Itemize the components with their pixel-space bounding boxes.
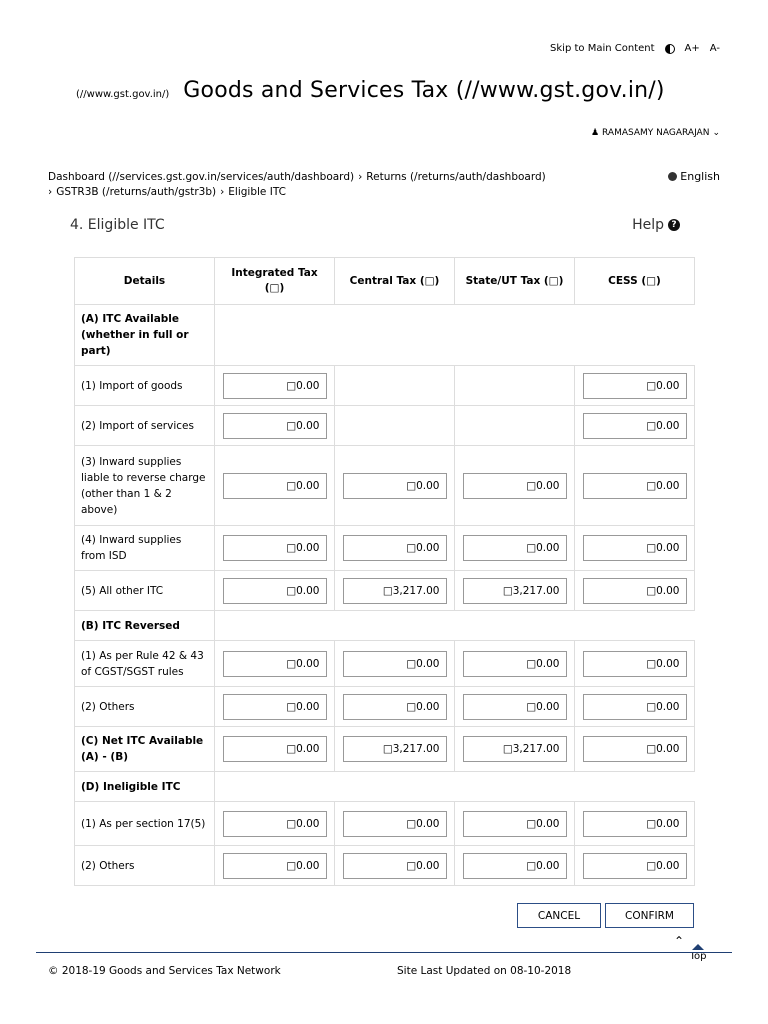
help-label: Help: [632, 217, 664, 233]
cell-state-tax: [455, 802, 575, 846]
table-row: [75, 687, 695, 727]
cell-cess: [575, 406, 695, 446]
cell-state-tax: [455, 406, 575, 446]
table-header-row: [75, 258, 695, 305]
arrow-up-icon: [692, 944, 704, 950]
cell-integrated-tax: [215, 526, 335, 571]
table-row: [75, 366, 695, 406]
footer-last-updated: Site Last Updated on 08-10-2018: [397, 965, 572, 977]
breadcrumb-current: Eligible ITC: [228, 186, 286, 198]
cell-central-tax: [335, 802, 455, 846]
user-icon: ♟: [590, 128, 600, 138]
help-link[interactable]: [632, 217, 680, 233]
row-label: (D) Ineligible ITC: [75, 772, 215, 802]
cess-input[interactable]: [583, 736, 687, 762]
table-row: [75, 802, 695, 846]
table-row: [75, 526, 695, 571]
state-tax-input[interactable]: [463, 473, 567, 499]
row-label: (A) ITC Available (whether in full or part): [75, 305, 215, 366]
row-label: (1) As per section 17(5): [75, 802, 215, 846]
table-row: [75, 571, 695, 611]
cess-input[interactable]: [583, 694, 687, 720]
header-central-tax: Central Tax (□): [335, 258, 455, 305]
cess-input[interactable]: [583, 413, 687, 439]
cess-input[interactable]: [583, 473, 687, 499]
breadcrumb-separator: ›: [358, 171, 363, 183]
skip-to-main-link[interactable]: Skip to Main Content: [550, 43, 655, 54]
cell-central-tax: [335, 571, 455, 611]
row-label: (3) Inward supplies liable to reverse charge (other than 1 & 2 above): [75, 446, 215, 526]
cell-state-tax: [455, 571, 575, 611]
state-tax-input[interactable]: [463, 651, 567, 677]
chevron-down-icon: ⌄: [712, 128, 720, 138]
gst-logo-link[interactable]: (//www.gst.gov.in/): [76, 89, 170, 100]
section-title: 4. Eligible ITC: [70, 217, 165, 233]
table-row: [75, 727, 695, 772]
header-cess: CESS (□): [575, 258, 695, 305]
breadcrumb: [48, 170, 608, 200]
integrated-tax-input[interactable]: [223, 473, 327, 499]
central-tax-input[interactable]: [343, 853, 447, 879]
cess-input[interactable]: [583, 651, 687, 677]
row-label: (5) All other ITC: [75, 571, 215, 611]
confirm-button[interactable]: CONFIRM: [605, 903, 694, 928]
footer-divider: [36, 952, 732, 953]
header-state-tax: State/UT Tax (□): [455, 258, 575, 305]
table-group-row: [75, 772, 695, 802]
table-group-row: [75, 611, 695, 641]
integrated-tax-input[interactable]: [223, 853, 327, 879]
cell-integrated-tax: [215, 687, 335, 727]
cell-integrated-tax: [215, 802, 335, 846]
cell-central-tax: [335, 446, 455, 526]
header-details: Details: [75, 258, 215, 305]
breadcrumb-gstr3b[interactable]: GSTR3B (/returns/auth/gstr3b): [56, 186, 217, 198]
cess-input[interactable]: [583, 578, 687, 604]
integrated-tax-input[interactable]: [223, 651, 327, 677]
group-spacer: [215, 611, 695, 641]
language-label: English: [680, 170, 720, 183]
cell-integrated-tax: [215, 406, 335, 446]
cell-integrated-tax: [215, 446, 335, 526]
help-icon: ?: [668, 219, 680, 231]
integrated-tax-input[interactable]: [223, 535, 327, 561]
cancel-button[interactable]: CANCEL: [517, 903, 601, 928]
cell-integrated-tax: [215, 727, 335, 772]
breadcrumb-separator: ›: [220, 186, 225, 198]
cell-cess: [575, 802, 695, 846]
cell-central-tax: [335, 727, 455, 772]
user-menu[interactable]: [591, 128, 720, 138]
row-label: (C) Net ITC Available (A) - (B): [75, 727, 215, 772]
state-tax-input[interactable]: [463, 578, 567, 604]
font-increase-button[interactable]: A+: [684, 43, 700, 54]
header-integrated-tax: Integrated Tax (□): [215, 258, 335, 305]
back-to-top-label: Top: [689, 951, 707, 962]
utility-bar: [550, 43, 720, 54]
state-tax-input[interactable]: [463, 811, 567, 837]
cell-cess: [575, 641, 695, 687]
back-to-top-link[interactable]: [686, 944, 710, 963]
cell-state-tax: [455, 446, 575, 526]
site-title-link[interactable]: Goods and Services Tax (//www.gst.gov.in/): [183, 78, 665, 103]
cess-input[interactable]: [583, 811, 687, 837]
cell-central-tax: [335, 526, 455, 571]
cell-integrated-tax: [215, 571, 335, 611]
contrast-icon[interactable]: [665, 44, 675, 54]
breadcrumb-dashboard[interactable]: Dashboard (//services.gst.gov.in/services/auth/dashboard): [48, 171, 355, 183]
cell-integrated-tax: [215, 366, 335, 406]
globe-icon: [668, 172, 677, 181]
integrated-tax-input[interactable]: [223, 811, 327, 837]
central-tax-input[interactable]: [343, 694, 447, 720]
cell-cess: [575, 687, 695, 727]
central-tax-input[interactable]: [343, 651, 447, 677]
cell-cess: [575, 727, 695, 772]
integrated-tax-input[interactable]: [223, 413, 327, 439]
font-decrease-button[interactable]: A-: [709, 43, 720, 54]
integrated-tax-input[interactable]: [223, 736, 327, 762]
row-label: (4) Inward supplies from ISD: [75, 526, 215, 571]
cell-central-tax: [335, 641, 455, 687]
cell-state-tax: [455, 687, 575, 727]
state-tax-input[interactable]: [463, 736, 567, 762]
cell-cess: [575, 846, 695, 886]
central-tax-input[interactable]: [343, 535, 447, 561]
row-label: (2) Others: [75, 846, 215, 886]
cell-cess: [575, 446, 695, 526]
footer-copyright: © 2018-19 Goods and Services Tax Network: [48, 965, 281, 977]
cell-state-tax: [455, 366, 575, 406]
cell-integrated-tax: [215, 641, 335, 687]
row-label: (1) Import of goods: [75, 366, 215, 406]
table-group-row: [75, 305, 695, 366]
table-row: [75, 846, 695, 886]
table-row: [75, 446, 695, 526]
central-tax-input[interactable]: [343, 473, 447, 499]
row-label: (2) Others: [75, 687, 215, 727]
row-label: (2) Import of services: [75, 406, 215, 446]
row-label: (B) ITC Reversed: [75, 611, 215, 641]
cell-state-tax: [455, 641, 575, 687]
row-label: (1) As per Rule 42 & 43 of CGST/SGST rules: [75, 641, 215, 687]
brand-header: [76, 78, 665, 103]
cell-state-tax: [455, 727, 575, 772]
integrated-tax-input[interactable]: [223, 694, 327, 720]
table-row: [75, 641, 695, 687]
breadcrumb-returns[interactable]: Returns (/returns/auth/dashboard): [366, 171, 546, 183]
cell-central-tax: [335, 687, 455, 727]
cess-input[interactable]: [583, 853, 687, 879]
state-tax-input[interactable]: [463, 694, 567, 720]
cell-central-tax: [335, 366, 455, 406]
chevron-up-icon[interactable]: ⌃: [674, 934, 685, 948]
cell-central-tax: [335, 406, 455, 446]
state-tax-input[interactable]: [463, 853, 567, 879]
central-tax-input[interactable]: [343, 811, 447, 837]
breadcrumb-separator: ›: [48, 186, 53, 198]
cell-integrated-tax: [215, 846, 335, 886]
group-spacer: [215, 772, 695, 802]
integrated-tax-input[interactable]: [223, 578, 327, 604]
cell-cess: [575, 366, 695, 406]
user-name: RAMASAMY NAGARAJAN: [602, 128, 710, 138]
eligible-itc-table: [74, 257, 695, 886]
cess-input[interactable]: [583, 373, 687, 399]
group-spacer: [215, 305, 695, 366]
cess-input[interactable]: [583, 535, 687, 561]
state-tax-input[interactable]: [463, 535, 567, 561]
central-tax-input[interactable]: [343, 736, 447, 762]
cell-cess: [575, 571, 695, 611]
integrated-tax-input[interactable]: [223, 373, 327, 399]
cell-central-tax: [335, 846, 455, 886]
table-row: [75, 406, 695, 446]
cell-cess: [575, 526, 695, 571]
cell-state-tax: [455, 526, 575, 571]
central-tax-input[interactable]: [343, 578, 447, 604]
cell-state-tax: [455, 846, 575, 886]
language-selector[interactable]: [668, 170, 720, 183]
